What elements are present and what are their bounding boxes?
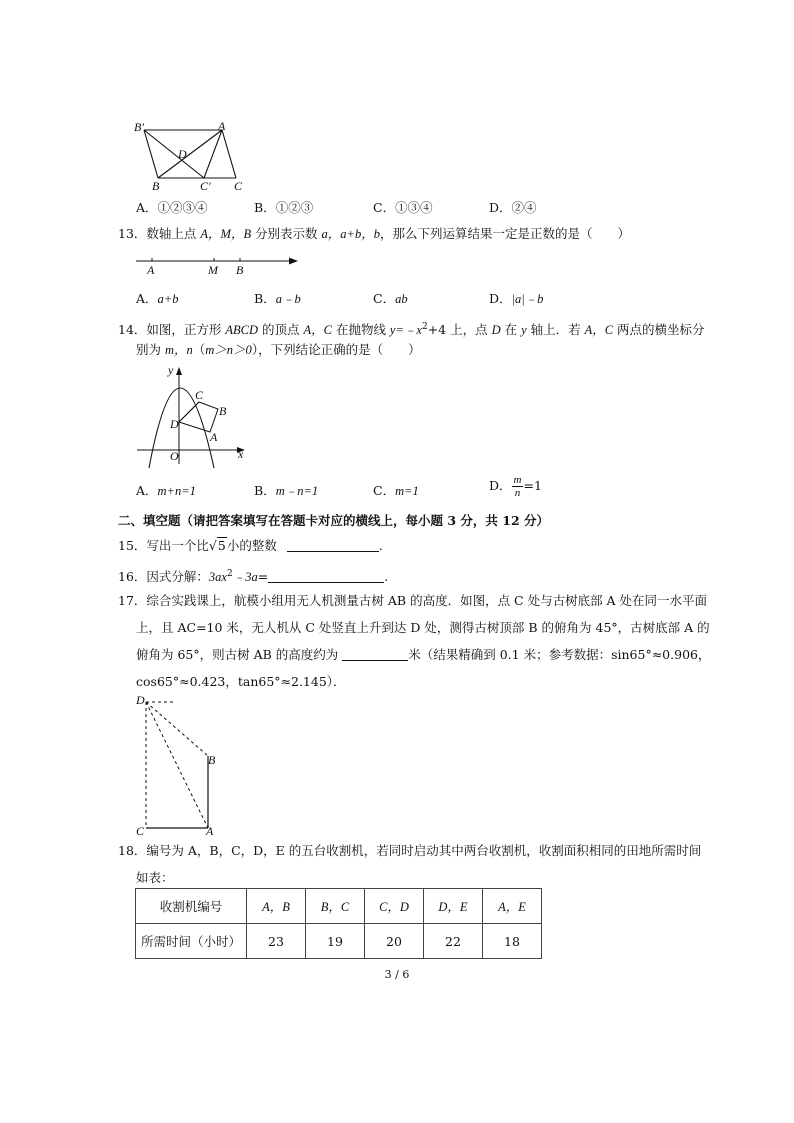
q14-option-d: D． $\frac{m}{n}$ =1 [489,474,542,499]
q18-line2: 如表： [136,870,174,885]
label-d: D [178,147,187,161]
vertex-label-a: A [210,430,218,444]
label-b: B [152,179,160,193]
axis-label-m: M [208,263,218,277]
q17-line1: 17．综合实践课上，航模小组用无人机测量古树 AB 的高度．如图，点 C 处与古树底部 A 处在同一水平面 [118,593,708,608]
harvester-time-table [135,888,542,959]
q13-option-d: D．|a|﹣b [489,291,544,306]
q12-option-b: B．①②③ [254,200,314,215]
q13-stem: 13．数轴上点 A，M，B 分别表示数 a，a+b，b，那么下列运算结果一定是正数的是（ ） [118,226,630,241]
axis-label-x: x [238,447,244,461]
q17-answer-blank[interactable] [342,648,408,661]
q12-option-d: D．②④ [489,200,537,215]
table-header-cell: 收割机编号 [136,889,247,924]
table-cell: B，C [306,889,365,924]
q17-figure [132,690,232,838]
q12-figure [130,118,260,196]
table-cell: A，E [483,889,542,924]
q12-option-c: C．①③④ [373,200,433,215]
q13-option-a: A．a+b [136,291,179,306]
label-c-prime: C′ [200,179,211,193]
axis-label-a: A [147,263,155,277]
table-cell: 19 [306,924,365,959]
table-cell: 18 [483,924,542,959]
table-cell: 20 [365,924,424,959]
origin-label: O [170,449,179,463]
vertex-label-d: D [170,417,179,431]
q15-answer-blank[interactable] [287,539,379,552]
vertex-label-b: B [219,404,227,418]
table-cell: 23 [247,924,306,959]
q13-option-b: B．a﹣b [254,291,301,306]
point-label-a: A [206,824,214,838]
table-row [136,889,542,924]
table-cell: A，B [247,889,306,924]
label-a: A [218,119,226,133]
q17-line3: 俯角为 65°，则古树 AB 的高度约为 米（结果精确到 0.1 米；参考数据：sin65°≈0.906， [136,647,711,662]
label-b-prime: B′ [134,120,144,134]
point-label-d: D [136,693,145,707]
section-2-title: 二、填空题（请把答案填写在答题卡对应的横线上，每小题 3 分，共 12 分） [118,513,550,528]
vertex-label-c: C [195,388,204,402]
q18-line1: 18．编号为 A，B，C，D，E 的五台收割机，若同时启动其中两台收割机，收割面积相同的田地所需时间 [118,843,702,858]
q13-number-line [134,252,304,278]
q17-line4: cos65°≈0.423，tan65°≈2.145）． [136,674,346,689]
q14-option-a: A．m+n=1 [136,483,196,498]
axis-label-y: y [168,363,174,377]
q14-option-c: C．m=1 [373,483,419,498]
fraction-m-over-n: $\frac{m}{n}$ [513,474,522,499]
label-c: C [234,179,243,193]
axis-label-b: B [236,263,244,277]
q12-option-a: A．①②③④ [136,200,208,215]
q16-stem: 16．因式分解：$3ax^2﹣3a=$ . [118,569,389,585]
q17-line2: 上，且 AC=10 米，无人机从 C 处竖直上升到达 D 处，测得古树顶部 B 的俯角为 45°，古树底部 A 的 [136,620,710,635]
table-header-cell: 所需时间（小时） [136,924,247,959]
point-label-c: C [136,824,145,838]
table-cell: C，D [365,889,424,924]
q16-answer-blank[interactable] [268,570,384,583]
table-cell: 22 [424,924,483,959]
table-cell: D，E [424,889,483,924]
table-row [136,924,542,959]
q14-stem-line1: 14．如图，正方形 ABCD 的顶点 A，C 在抛物线 $y=﹣x^2+4$ 上，点 D 在 y 轴上．若 A，C 两点的横坐标分 [118,322,705,338]
q13-option-c: C．ab [373,291,408,306]
q14-stem-line2: 别为 m，n（m＞n＞0），下列结论正确的是（ ） [136,342,421,357]
page-number: 3 / 6 [384,968,410,981]
q14-figure [132,360,252,472]
q14-option-b: B．m﹣n=1 [254,483,319,498]
q15-stem: 15．写出一个比√5小的整数 . [118,538,383,553]
sqrt-five: √5 [208,538,226,553]
point-label-b: B [208,753,216,767]
